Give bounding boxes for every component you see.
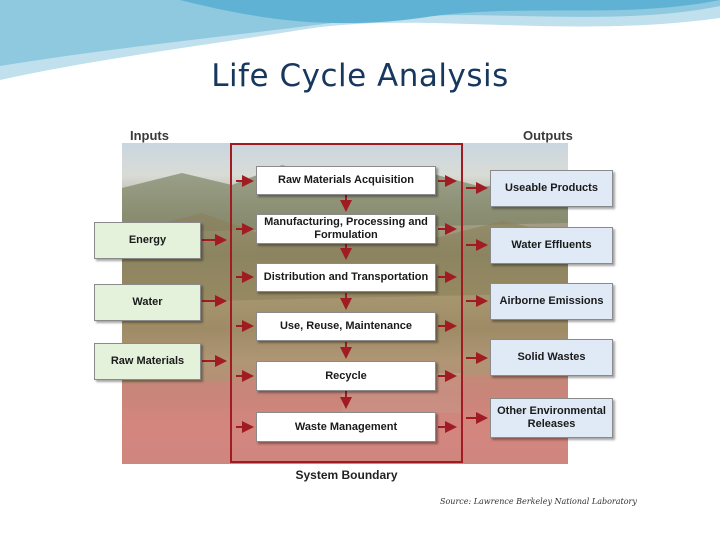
stage-distribution: Distribution and Transportation: [256, 263, 436, 292]
source-credit: Source: Lawrence Berkeley National Laboratory: [440, 497, 637, 506]
output-airborne-emissions: Airborne Emissions: [490, 283, 613, 320]
output-solid-wastes: Solid Wastes: [490, 339, 613, 376]
outputs-heading: Outputs: [523, 128, 573, 143]
slide-title: Life Cycle Analysis: [211, 58, 509, 94]
output-water-effluents: Water Effluents: [490, 227, 613, 264]
inputs-heading: Inputs: [130, 128, 169, 143]
input-raw-materials: Raw Materials: [94, 343, 201, 380]
stage-recycle: Recycle: [256, 361, 436, 391]
stage-raw-materials-acquisition: Raw Materials Acquisition: [256, 166, 436, 195]
stage-manufacturing: Manufacturing, Processing and Formulation: [256, 214, 436, 244]
stage-use-reuse: Use, Reuse, Maintenance: [256, 312, 436, 341]
system-boundary-label: System Boundary: [295, 468, 398, 482]
output-useable-products: Useable Products: [490, 170, 613, 207]
input-energy: Energy: [94, 222, 201, 259]
input-water: Water: [94, 284, 201, 321]
stage-waste-management: Waste Management: [256, 412, 436, 442]
output-other-releases: Other Environmental Releases: [490, 398, 613, 438]
